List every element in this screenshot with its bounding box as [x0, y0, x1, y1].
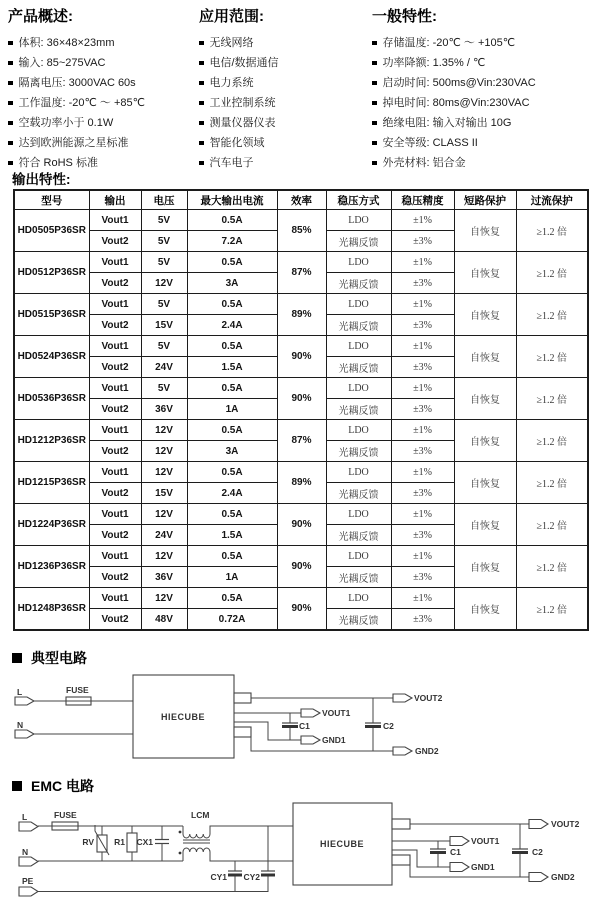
efficiency-cell: 87%	[277, 252, 326, 294]
voltage-cell: 15V	[141, 483, 187, 504]
capacitor-c1-plate	[282, 725, 298, 728]
cy2-label: CY2	[243, 872, 260, 882]
list-item: 无线网络	[199, 33, 364, 53]
converter-label: HIECUBE	[160, 712, 206, 722]
current-cell: 3A	[187, 441, 277, 462]
terminal-vout2	[393, 694, 412, 702]
list-item: 掉电时间: 80ms@Vin:230VAC	[372, 93, 594, 113]
list-item: 空载功率小于 0.1W	[8, 113, 193, 133]
regulation-cell: LDO	[326, 378, 391, 399]
accuracy-cell: ±1%	[391, 546, 454, 567]
column-header: 稳压方式	[326, 190, 391, 210]
regulation-cell: 光耦反馈	[326, 609, 391, 631]
accuracy-cell: ±3%	[391, 315, 454, 336]
capacitor-c1-plate	[430, 851, 446, 854]
output-name-cell: Vout2	[89, 483, 141, 504]
regulation-cell: 光耦反馈	[326, 315, 391, 336]
terminal-vout1	[450, 837, 469, 846]
list-item: 功率降额: 1.35% / ℃	[372, 53, 594, 73]
table-row	[14, 546, 588, 567]
pin-stub	[392, 819, 410, 829]
regulation-cell: 光耦反馈	[326, 567, 391, 588]
r1-label: R1	[114, 837, 125, 847]
emc-circuit-title-text: EMC 电路	[31, 778, 94, 794]
voltage-cell: 12V	[141, 420, 187, 441]
model-cell: HD0505P36SR	[14, 210, 89, 252]
voltage-cell: 5V	[141, 231, 187, 252]
output-name-cell: Vout1	[89, 504, 141, 525]
table-row	[14, 210, 588, 231]
general-characteristics-section	[372, 8, 594, 173]
list-item: 安全等级: CLASS II	[372, 133, 594, 153]
list-item: 体积: 36×48×23mm	[8, 33, 193, 53]
model-cell: HD1236P36SR	[14, 546, 89, 588]
regulation-cell: 光耦反馈	[326, 525, 391, 546]
regulation-cell: LDO	[326, 462, 391, 483]
converter-label: HIECUBE	[319, 839, 365, 849]
current-cell: 0.72A	[187, 609, 277, 631]
short-circuit-cell: 自恢复	[454, 588, 516, 631]
table-row	[14, 294, 588, 315]
accuracy-cell: ±1%	[391, 294, 454, 315]
general-list	[372, 33, 594, 173]
accuracy-cell: ±3%	[391, 567, 454, 588]
c1-label: C1	[299, 721, 310, 731]
cy1-label: CY1	[210, 872, 227, 882]
terminal-label-gnd1: GND1	[322, 735, 346, 745]
efficiency-cell: 89%	[277, 294, 326, 336]
voltage-cell: 48V	[141, 609, 187, 631]
output-section-title: 输出特性:	[12, 172, 71, 187]
short-circuit-cell: 自恢复	[454, 378, 516, 420]
terminal-vout1	[301, 709, 320, 717]
accuracy-cell: ±3%	[391, 399, 454, 420]
voltage-cell: 12V	[141, 588, 187, 609]
capacitor-cy1-plate	[228, 874, 242, 877]
output-name-cell: Vout1	[89, 420, 141, 441]
short-circuit-cell: 自恢复	[454, 462, 516, 504]
output-name-cell: Vout2	[89, 609, 141, 631]
current-cell: 2.4A	[187, 483, 277, 504]
over-current-cell: ≥1.2 倍	[516, 294, 588, 336]
terminal-gnd1	[301, 736, 320, 744]
current-cell: 0.5A	[187, 378, 277, 399]
list-item: 符合 RoHS 标准	[8, 153, 193, 173]
terminal-n	[19, 857, 38, 866]
accuracy-cell: ±3%	[391, 441, 454, 462]
model-cell: HD1215P36SR	[14, 462, 89, 504]
voltage-cell: 15V	[141, 315, 187, 336]
output-name-cell: Vout2	[89, 525, 141, 546]
over-current-cell: ≥1.2 倍	[516, 504, 588, 546]
accuracy-cell: ±1%	[391, 420, 454, 441]
regulation-cell: 光耦反馈	[326, 399, 391, 420]
output-name-cell: Vout2	[89, 315, 141, 336]
current-cell: 0.5A	[187, 210, 277, 231]
column-header: 稳压精度	[391, 190, 454, 210]
fuse-label: FUSE	[66, 685, 89, 695]
efficiency-cell: 90%	[277, 336, 326, 378]
over-current-cell: ≥1.2 倍	[516, 420, 588, 462]
c2-label: C2	[383, 721, 394, 731]
terminal-label-l: L	[17, 687, 23, 697]
list-item: 测量仪器仪表	[199, 113, 364, 133]
terminal-label-l: L	[22, 812, 28, 822]
regulation-cell: LDO	[326, 588, 391, 609]
capacitor-c2-plate	[365, 725, 381, 728]
section-title: 一般特性:	[372, 8, 437, 25]
current-cell: 1.5A	[187, 525, 277, 546]
regulation-cell: 光耦反馈	[326, 483, 391, 504]
capacitor-c2-plate	[512, 851, 528, 854]
accuracy-cell: ±3%	[391, 609, 454, 631]
overview-list	[8, 33, 193, 173]
short-circuit-cell: 自恢复	[454, 546, 516, 588]
column-header: 效率	[277, 190, 326, 210]
output-name-cell: Vout1	[89, 546, 141, 567]
short-circuit-cell: 自恢复	[454, 252, 516, 294]
regulation-cell: 光耦反馈	[326, 273, 391, 294]
column-header: 输出	[89, 190, 141, 210]
column-header: 电压	[141, 190, 187, 210]
output-name-cell: Vout1	[89, 378, 141, 399]
voltage-cell: 12V	[141, 546, 187, 567]
choke-bottom-winding	[183, 848, 293, 861]
square-bullet-icon	[12, 781, 22, 791]
list-item: 工业控制系统	[199, 93, 364, 113]
regulation-cell: LDO	[326, 504, 391, 525]
voltage-cell: 5V	[141, 210, 187, 231]
section-title: 应用范围:	[199, 8, 264, 25]
output-name-cell: Vout1	[89, 252, 141, 273]
rv-label: RV	[82, 837, 94, 847]
short-circuit-cell: 自恢复	[454, 420, 516, 462]
output-table	[13, 189, 589, 631]
output-name-cell: Vout1	[89, 462, 141, 483]
current-cell: 0.5A	[187, 462, 277, 483]
voltage-cell: 24V	[141, 357, 187, 378]
terminal-gnd1	[450, 863, 469, 872]
terminal-label-gnd2: GND2	[415, 746, 439, 756]
regulation-cell: 光耦反馈	[326, 357, 391, 378]
over-current-cell: ≥1.2 倍	[516, 462, 588, 504]
accuracy-cell: ±1%	[391, 462, 454, 483]
accuracy-cell: ±3%	[391, 525, 454, 546]
voltage-cell: 5V	[141, 378, 187, 399]
accuracy-cell: ±3%	[391, 483, 454, 504]
current-cell: 0.5A	[187, 252, 277, 273]
model-cell: HD0536P36SR	[14, 378, 89, 420]
model-cell: HD1248P36SR	[14, 588, 89, 631]
short-circuit-cell: 自恢复	[454, 294, 516, 336]
terminal-l	[19, 822, 38, 831]
terminal-label-pe: PE	[22, 876, 34, 886]
table-row	[14, 420, 588, 441]
list-item: 工作温度: -20℃ ～ +85℃	[8, 93, 193, 113]
list-item: 存储温度: -20℃ ～ +105℃	[372, 33, 594, 53]
over-current-cell: ≥1.2 倍	[516, 252, 588, 294]
output-name-cell: Vout1	[89, 210, 141, 231]
lcm-label: LCM	[191, 810, 210, 820]
list-item: 电信/数据通信	[199, 53, 364, 73]
terminal-n	[15, 730, 34, 738]
terminal-label-n: N	[17, 720, 24, 730]
output-name-cell: Vout2	[89, 567, 141, 588]
output-name-cell: Vout1	[89, 294, 141, 315]
output-name-cell: Vout1	[89, 336, 141, 357]
capacitor-cy2-plate	[261, 874, 275, 877]
cx1-label: CX1	[136, 837, 153, 847]
voltage-cell: 24V	[141, 525, 187, 546]
regulation-cell: 光耦反馈	[326, 231, 391, 252]
section-title: 产品概述:	[8, 8, 73, 25]
voltage-cell: 12V	[141, 462, 187, 483]
table-row	[14, 336, 588, 357]
over-current-cell: ≥1.2 倍	[516, 378, 588, 420]
efficiency-cell: 89%	[277, 462, 326, 504]
efficiency-cell: 87%	[277, 420, 326, 462]
efficiency-cell: 90%	[277, 546, 326, 588]
accuracy-cell: ±1%	[391, 504, 454, 525]
voltage-cell: 5V	[141, 252, 187, 273]
regulation-cell: LDO	[326, 546, 391, 567]
typical-circuit-title-text: 典型电路	[31, 650, 87, 666]
accuracy-cell: ±3%	[391, 231, 454, 252]
regulation-cell: LDO	[326, 294, 391, 315]
current-cell: 3A	[187, 273, 277, 294]
terminal-l	[15, 697, 34, 705]
list-item: 启动时间: 500ms@Vin:230VAC	[372, 73, 594, 93]
regulation-cell: LDO	[326, 336, 391, 357]
output-name-cell: Vout2	[89, 231, 141, 252]
applications-section	[199, 8, 364, 173]
terminal-label-vout2: VOUT2	[551, 819, 580, 829]
table-row	[14, 378, 588, 399]
efficiency-cell: 90%	[277, 588, 326, 631]
regulation-cell: 光耦反馈	[326, 441, 391, 462]
terminal-vout2	[529, 820, 548, 829]
regulation-cell: LDO	[326, 252, 391, 273]
list-item: 汽车电子	[199, 153, 364, 173]
column-header: 过流保护	[516, 190, 588, 210]
polarity-dot	[179, 852, 182, 855]
column-header: 短路保护	[454, 190, 516, 210]
current-cell: 0.5A	[187, 420, 277, 441]
list-item: 电力系统	[199, 73, 364, 93]
accuracy-cell: ±3%	[391, 273, 454, 294]
model-cell: HD0524P36SR	[14, 336, 89, 378]
c1-label: C1	[450, 847, 461, 857]
table-row	[14, 252, 588, 273]
efficiency-cell: 85%	[277, 210, 326, 252]
output-name-cell: Vout2	[89, 357, 141, 378]
column-header: 型号	[14, 190, 89, 210]
current-cell: 2.4A	[187, 315, 277, 336]
voltage-cell: 5V	[141, 336, 187, 357]
list-item: 绝缘电阻: 输入对输出 10G	[372, 113, 594, 133]
voltage-cell: 5V	[141, 294, 187, 315]
over-current-cell: ≥1.2 倍	[516, 588, 588, 631]
voltage-cell: 36V	[141, 399, 187, 420]
voltage-cell: 12V	[141, 273, 187, 294]
accuracy-cell: ±3%	[391, 357, 454, 378]
emc-circuit-diagram	[0, 793, 600, 916]
regulation-cell: LDO	[326, 210, 391, 231]
column-header: 最大输出电流	[187, 190, 277, 210]
over-current-cell: ≥1.2 倍	[516, 336, 588, 378]
table-row	[14, 504, 588, 525]
list-item: 隔离电压: 3000VAC 60s	[8, 73, 193, 93]
current-cell: 0.5A	[187, 336, 277, 357]
output-name-cell: Vout2	[89, 399, 141, 420]
efficiency-cell: 90%	[277, 504, 326, 546]
accuracy-cell: ±1%	[391, 210, 454, 231]
current-cell: 0.5A	[187, 546, 277, 567]
accuracy-cell: ±1%	[391, 252, 454, 273]
current-cell: 1.5A	[187, 357, 277, 378]
product-overview-section	[8, 8, 193, 173]
pin-stub	[234, 693, 251, 703]
pin-stub	[392, 855, 410, 865]
terminal-label-vout1: VOUT1	[471, 836, 500, 846]
current-cell: 0.5A	[187, 588, 277, 609]
voltage-cell: 12V	[141, 504, 187, 525]
typical-circuit-diagram	[0, 662, 600, 780]
polarity-dot	[179, 831, 182, 834]
short-circuit-cell: 自恢复	[454, 210, 516, 252]
output-name-cell: Vout2	[89, 441, 141, 462]
fuse-label: FUSE	[54, 810, 77, 820]
model-cell: HD1212P36SR	[14, 420, 89, 462]
terminal-gnd2	[529, 873, 548, 882]
over-current-cell: ≥1.2 倍	[516, 546, 588, 588]
efficiency-cell: 90%	[277, 378, 326, 420]
current-cell: 0.5A	[187, 504, 277, 525]
wire-gnd2	[410, 860, 529, 877]
terminal-label-gnd2: GND2	[551, 872, 575, 882]
model-cell: HD0515P36SR	[14, 294, 89, 336]
output-name-cell: Vout1	[89, 588, 141, 609]
terminal-label-n: N	[22, 847, 29, 857]
model-cell: HD1224P36SR	[14, 504, 89, 546]
terminal-label-vout1: VOUT1	[322, 708, 351, 718]
table-header-row	[14, 190, 588, 210]
choke-top-winding	[183, 826, 293, 838]
voltage-cell: 36V	[141, 567, 187, 588]
current-cell: 1A	[187, 399, 277, 420]
short-circuit-cell: 自恢复	[454, 336, 516, 378]
model-cell: HD0512P36SR	[14, 252, 89, 294]
pin-stub	[234, 727, 251, 737]
terminal-label-gnd1: GND1	[471, 862, 495, 872]
table-row	[14, 462, 588, 483]
accuracy-cell: ±1%	[391, 588, 454, 609]
accuracy-cell: ±1%	[391, 378, 454, 399]
terminal-pe	[19, 887, 38, 896]
list-item: 输入: 85~275VAC	[8, 53, 193, 73]
current-cell: 7.2A	[187, 231, 277, 252]
current-cell: 0.5A	[187, 294, 277, 315]
output-name-cell: Vout2	[89, 273, 141, 294]
current-cell: 1A	[187, 567, 277, 588]
list-item: 达到欧洲能源之星标准	[8, 133, 193, 153]
voltage-cell: 12V	[141, 441, 187, 462]
terminal-gnd2	[393, 747, 412, 755]
list-item: 外壳材料: 铝合金	[372, 153, 594, 173]
list-item: 智能化领域	[199, 133, 364, 153]
over-current-cell: ≥1.2 倍	[516, 210, 588, 252]
short-circuit-cell: 自恢复	[454, 504, 516, 546]
accuracy-cell: ±1%	[391, 336, 454, 357]
table-row	[14, 588, 588, 609]
terminal-label-vout2: VOUT2	[414, 693, 443, 703]
c2-label: C2	[532, 847, 543, 857]
regulation-cell: LDO	[326, 420, 391, 441]
applications-list	[199, 33, 364, 173]
